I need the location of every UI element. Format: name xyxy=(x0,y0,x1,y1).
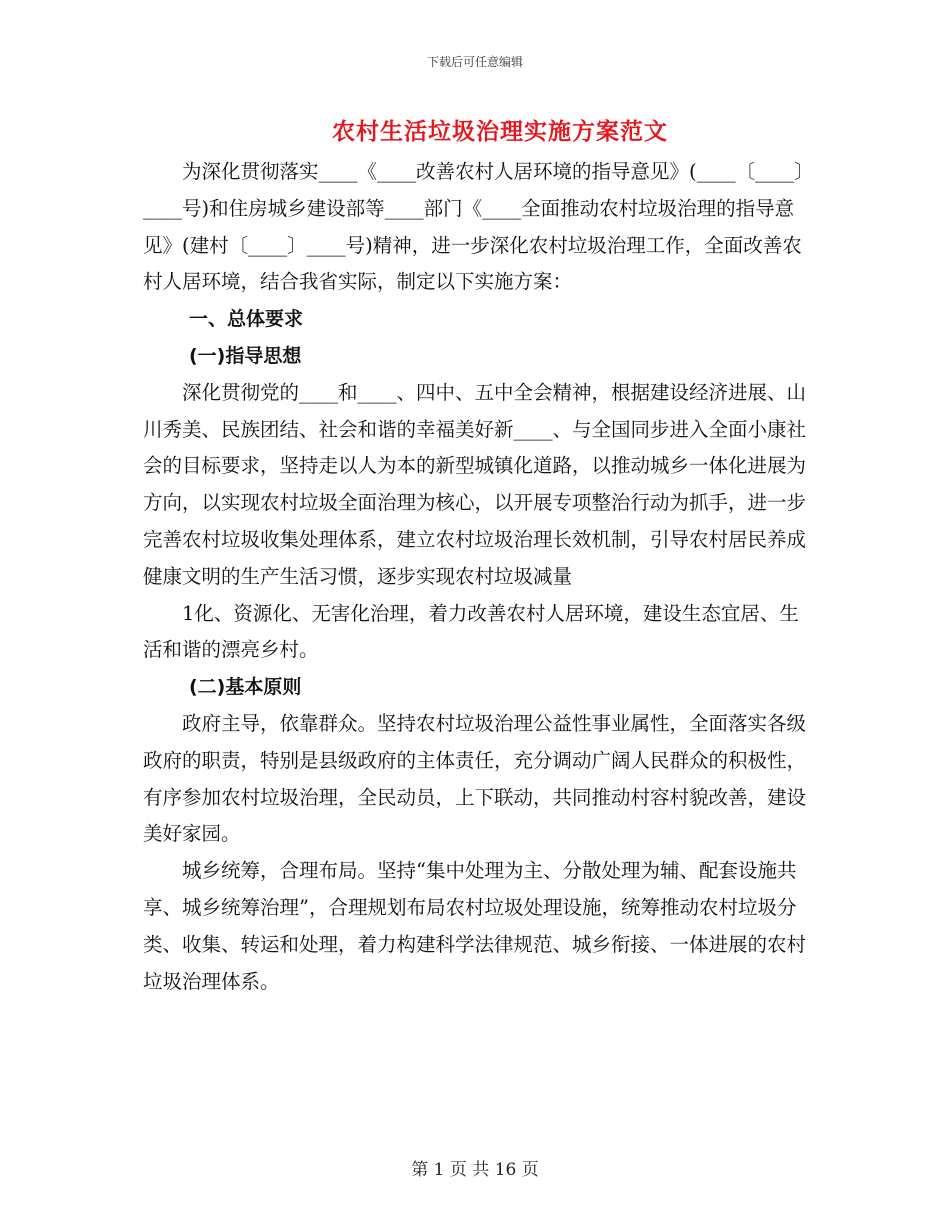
body-paragraph: 1化、资源化、无害化治理，着力改善农村人居环境，建设生态宜居、生活和谐的漂亮乡村。 xyxy=(143,601,799,662)
header-note: 下载后可任意编辑 xyxy=(426,55,523,69)
body-paragraph: 深化贯彻党的____和____、四中、五中全会精神，根据建设经济进展、山川秀美、民族团结、社会和谐的幸福美好新____、与全国同步进入全面小康社会的目标要求，坚持走以人为本的新型城镇化道路，以推动城乡一体化进展为方向，以实现农村垃圾全面治理为核心，以开展专项整治行动为抓手，进一步完善农村垃圾收集处理体系，建立农村垃圾治理长效机制，引导农村居民养成健康文明的生产生活习惯，逐步实现农村垃圾减量 xyxy=(143,380,807,588)
section-heading: 一、总体要求 xyxy=(189,308,304,331)
body-paragraph: 政府主导，依靠群众。坚持农村垃圾治理公益性事业属性，全面落实各级政府的职责，特别是县级政府的主体责任，充分调动广阔人民群众的积极性，有序参加农村垃圾治理，全民动员，上下联动，共同推动村容村貌改善，建设美好家园。 xyxy=(143,711,807,846)
intro-paragraph: 为深化贯彻落实____《____改善农村人居环境的指导意见》(____〔____〕____号)和住房城乡建设部等____部门《____全面推动农村垃圾治理的指导意见》(建村〔____〕____号)精神，进一步深化农村垃圾治理工作，全面改善农村人居环境，结合我省实际，制定以下实施方案： xyxy=(143,160,804,294)
subsection-heading: (二)基本原则 xyxy=(189,676,302,699)
subsection-heading: (一)指导思想 xyxy=(189,344,302,367)
page-footer: 第 1 页 共 16 页 xyxy=(411,1160,539,1180)
document-body xyxy=(143,154,807,1000)
document-title: 农村生活垃圾治理实施方案范文 xyxy=(332,118,668,145)
body-paragraph: 城乡统筹，合理布局。坚持“集中处理为主、分散处理为辅、配套设施共享、城乡统筹治理”，合理规划布局农村垃圾处理设施，统筹推动农村垃圾分类、收集、转运和处理，着力构建科学法律规范、城乡衔接、一体进展的农村垃圾治理体系。 xyxy=(143,859,807,993)
